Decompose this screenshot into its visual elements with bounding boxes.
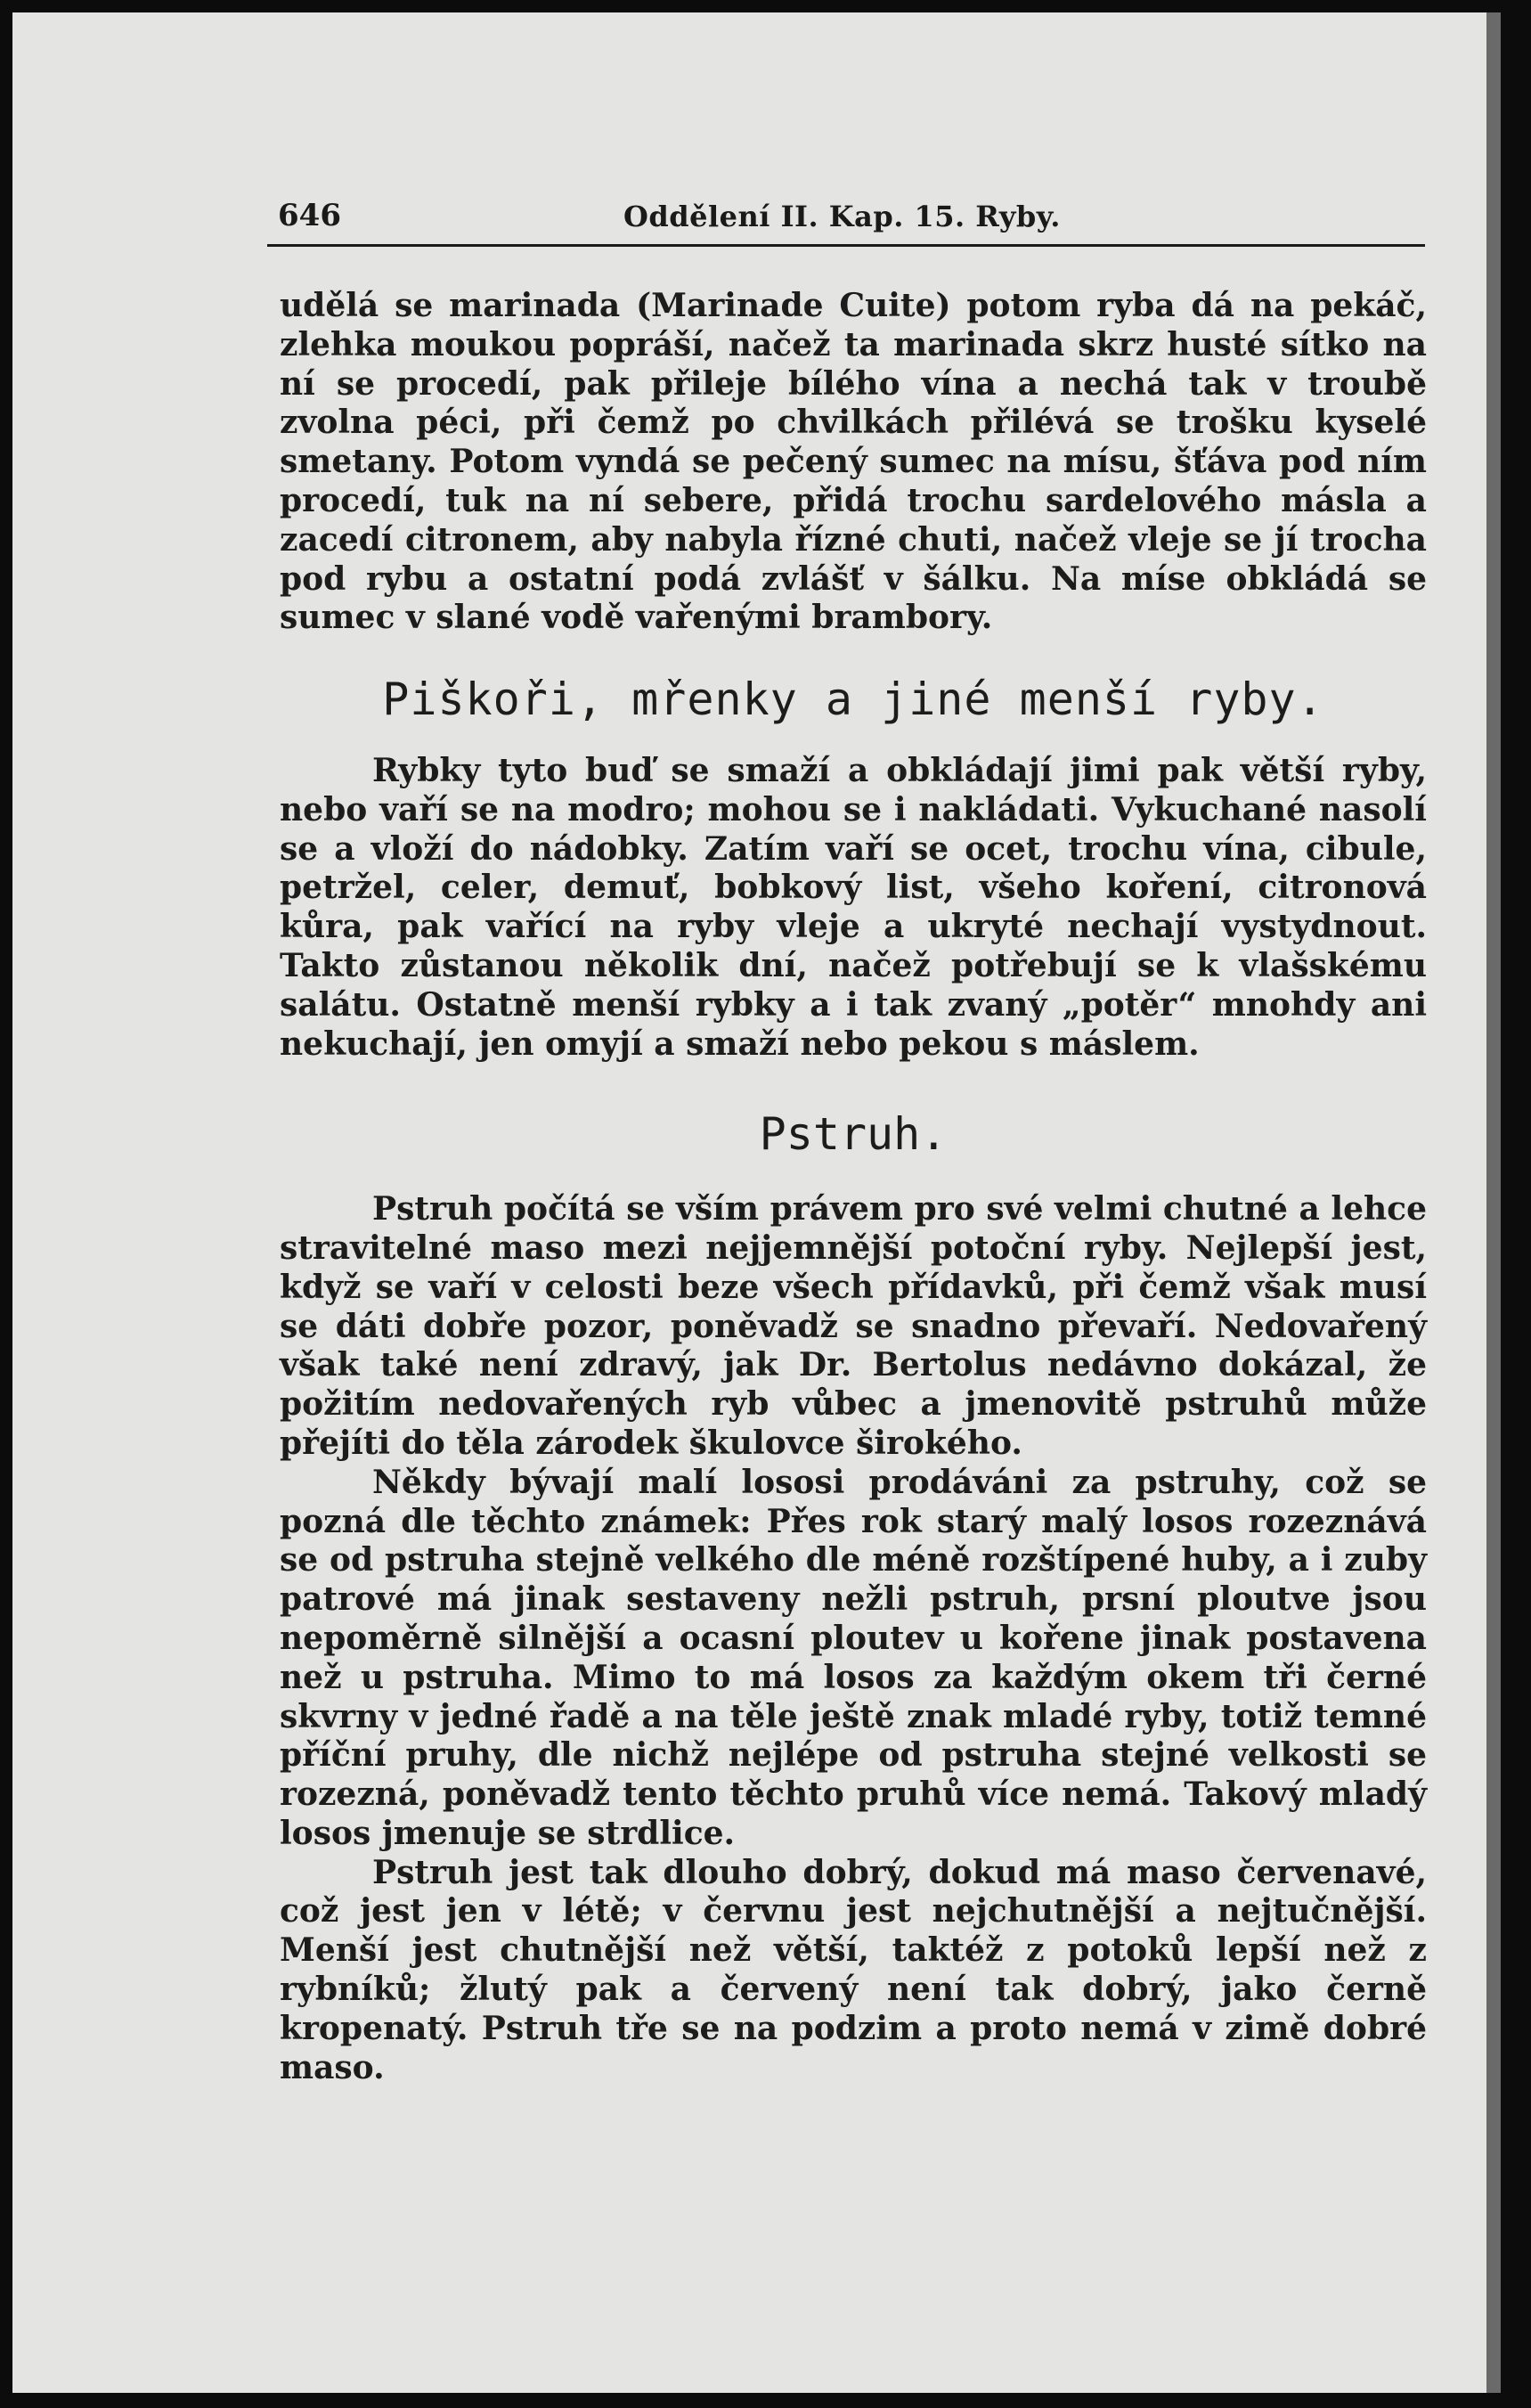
running-head: Oddělení II. Kap. 15. Ryby. [623, 200, 1061, 233]
page-edge-shadow [1486, 12, 1501, 2393]
page-body [280, 287, 1427, 2087]
pstruh-paragraph-3: Pstruh jest tak dlouho dobrý, dokud má maso červenavé, což jest jen v létě; v červnu jest nejchutnější a nejtučnější. Menší jest chutnější než větší, taktéž z potoků lepší než z rybníků; žlutý pak a červený není tak dobrý, jako černě kropenatý. Pstruh tře se na podzim a proto nemá v zimě dobré maso. [280, 1853, 1427, 2086]
intro-paragraph: udělá se marinada (Marinade Cuite) potom ryba dá na pekáč, zlehka moukou popráší, načež ta marinada skrz husté sítko na ní se procedí, pak přileje bílého vína a nechá tak v troubě zvolna péci, při čemž po chvilkách přilévá se trošku kyselé smetany. Potom vyndá se pečený sumec na mísu, šťáva pod ním procedí, tuk na ní sebere, přidá trochu sardelového másla a zacedí citronem, aby nabyla řízné chuti, načež vleje se jí trocha pod rybu a ostatní podá zvlášť v šálku. Na míse obkládá se sumec v slané vodě vařenými brambory. [280, 287, 1427, 637]
book-page [12, 12, 1486, 2393]
section-heading-pstruh: Pstruh. [759, 1108, 948, 1161]
pstruh-paragraph-2: Někdy bývají malí lososi prodáváni za pstruhy, což se pozná dle těchto známek: Přes rok starý malý losos rozeznává se od pstruha stejně velkého dle méně rozštípené huby, a i zuby patrové má jinak sestaveny nežli pstruh, prsní ploutve jsou nepoměrně silnější a ocasní ploutev u kořene jinak postavena než u pstruha. Mimo to má losos za každým okem tři černé skvrny v jedné řadě a na těle ještě znak mladé ryby, totiž temné příční pruhy, dle nichž nejlépe od pstruha stejné velkosti se rozezná, poněvadž tento těchto pruhů více nemá. Takový mladý losos jmenuje se strdlice. [280, 1463, 1427, 1852]
page-number: 646 [278, 198, 341, 233]
page-header [267, 194, 1425, 247]
pstruh-paragraph-1: Pstruh počítá se vším právem pro své velmi chutné a lehce stravitelné maso mezi nejjemnější potoční ryby. Nejlepší jest, když se vaří v celosti beze všech přídavků, při čemž však musí se dáti dobře pozor, poněvadž se snadno převaří. Nedovařený však také není zdravý, jak Dr. Bertolus nedávno dokázal, že požitím nedovařených ryb vůbec a jmenovitě pstruhů může přejíti do těla zárodek škulovce širokého. [280, 1190, 1427, 1462]
piskori-paragraph: Rybky tyto buď se smaží a obkládají jimi pak větší ryby, nebo vaří se na modro; mohou se i nakládati. Vykuchané nasolí se a vloží do nádobky. Zatím vaří se ocet, trochu vína, cibule, petržel, celer, demuť, bobkový list, všeho koření, citronová kůra, pak vařící na ryby vleje a ukryté nechají vystydnout. Takto zůstanou několik dní, načež potřebují se k vlašskému salátu. Ostatně menší rybky a i tak zvaný „potěr“ mnohdy ani nekuchají, jen omyjí a smaží nebo pekou s máslem. [280, 751, 1427, 1063]
section-heading-piskori: Piškoři, mřenky a jiné menší ryby. [382, 673, 1324, 726]
